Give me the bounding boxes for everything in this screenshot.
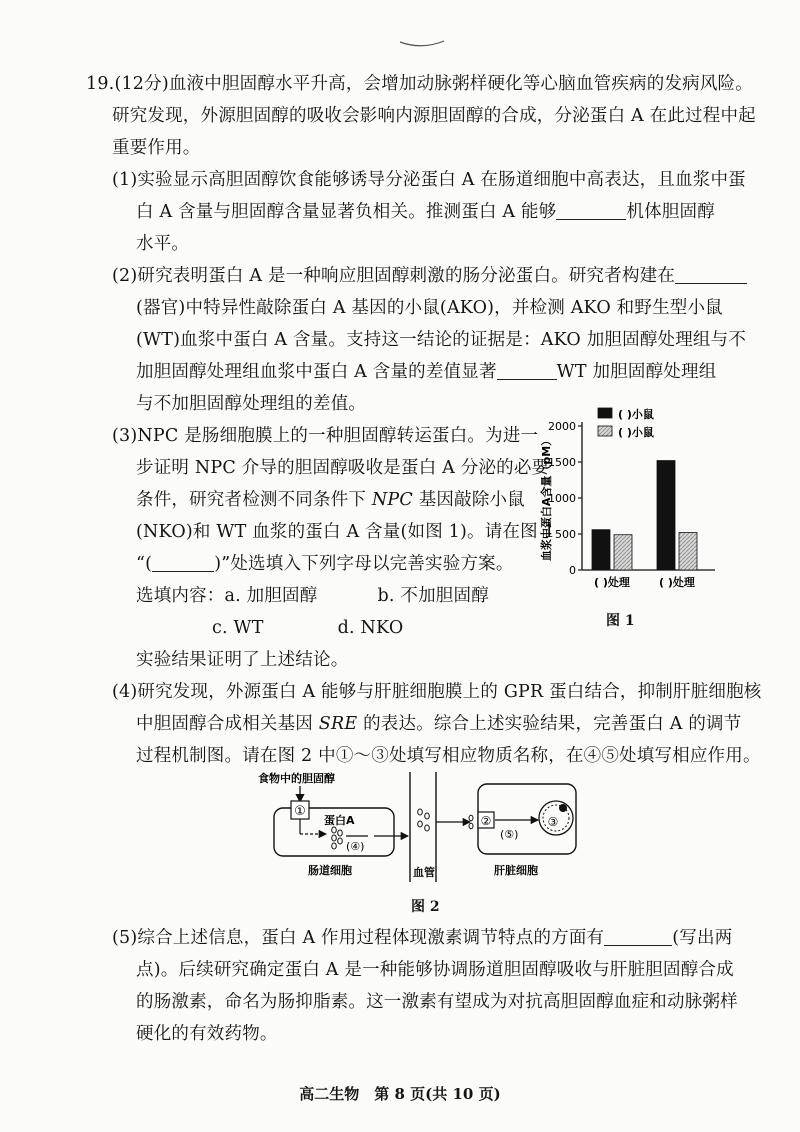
figure-2-caption: 图 2 — [411, 899, 440, 915]
part3-line-3a: 条件，研究者检测不同条件下 — [136, 490, 372, 510]
part2-line-4a: 加胆固醇处理组血浆中蛋白 A 含量的差值显著 — [136, 362, 497, 382]
nucleolus — [559, 804, 567, 812]
part2-compare-blank[interactable] — [497, 361, 557, 380]
protein-a-label: 蛋白A — [324, 814, 355, 827]
part4-line-2 — [136, 712, 741, 736]
part5-line-1a: (5)综合上述信息，蛋白 A 作用过程体现激素调节特点的方面有 — [112, 928, 605, 948]
part3-line-1: (3)NPC 是肠细胞膜上的一种胆固醇转运蛋白。为进一 — [112, 426, 539, 446]
page-footer: 高二生物 第 8 页(共 10 页) — [299, 1085, 501, 1103]
part3-options-line — [136, 584, 489, 608]
part1-line-2a: 白 A 含量与胆固醇含量显著负相关。推测蛋白 A 能够 — [136, 202, 557, 222]
part1-answer-blank[interactable] — [556, 201, 626, 220]
part3-options-line-2 — [212, 616, 403, 640]
part3-line-4: (NKO)和 WT 血浆的蛋白 A 含量(如图 1)。请在图 1 — [136, 522, 555, 542]
part1-line-1: (1)实验显示高胆固醇饮食能够诱导分泌蛋白 A 在肠道细胞中高表达，且血浆中蛋 — [112, 170, 746, 190]
part5-line-1b: (写出两 — [672, 928, 733, 948]
option-d: d. NKO — [337, 618, 404, 638]
option-a: 选填内容：a. 加胆固醇 — [136, 586, 318, 606]
part5-answer-blank[interactable] — [604, 927, 672, 946]
figure-1-chart — [530, 400, 730, 595]
y-tick-label: 1500 — [548, 456, 576, 469]
part2-line-5: 与不加胆固醇处理组的差值。 — [136, 394, 367, 414]
part3-line-3b: 基因敲除小鼠 — [412, 490, 525, 510]
part2-organ-blank[interactable] — [675, 265, 747, 284]
part2-line-4 — [136, 360, 716, 384]
vessel-label: 血管 — [413, 866, 435, 879]
box-1-label: ① — [294, 804, 306, 819]
y-axis-label: 血浆中蛋白A含量（pM） — [540, 434, 553, 562]
legend-swatch — [598, 408, 612, 418]
bar — [592, 530, 610, 570]
intestinal-cell-label: 肠道细胞 — [308, 864, 352, 877]
question-intro-line-2: 研究发现，外源胆固醇的吸收会影响内源胆固醇的合成，分泌蛋白 A 在此过程中起 — [112, 106, 756, 126]
question-intro-line-3: 重要作用。 — [112, 138, 201, 158]
part3-line-2: 步证明 NPC 介导的胆固醇吸收是蛋白 A 分泌的必要 — [136, 458, 550, 478]
part3-line-5 — [136, 552, 514, 576]
label-4: (④) — [346, 840, 365, 853]
circle-3-label: ③ — [547, 815, 559, 829]
label-5: (⑤) — [500, 828, 519, 841]
figure-2-diagram — [250, 770, 580, 885]
legend-label: ( )小鼠 — [618, 426, 654, 439]
figure-1-caption: 图 1 — [606, 613, 635, 629]
part5-line-4: 硬化的有效药物。 — [136, 1024, 278, 1044]
question-heading — [86, 72, 753, 96]
part3-fill-blank[interactable] — [152, 553, 214, 572]
part1-line-2b: 机体胆固醇 — [626, 202, 715, 222]
part2-line-1-text: (2)研究表明蛋白 A 是一种响应胆固醇刺激的肠分泌蛋白。研究者构建在 — [112, 266, 676, 286]
y-tick-label: 500 — [555, 528, 576, 541]
liver-cell-label: 肝脏细胞 — [494, 864, 538, 877]
part4-line-1: (4)研究发现，外源蛋白 A 能够与肝脏细胞膜上的 GPR 蛋白结合，抑制肝脏细胞核 — [112, 682, 762, 702]
part2-line-3: (WT)血浆中蛋白 A 含量。支持这一结论的证据是：AKO 加胆固醇处理组与不 — [136, 330, 747, 350]
part5-line-2: 点)。后续研究确定蛋白 A 是一种能够协调肠道胆固醇吸收与肝脏胆固醇合成 — [136, 960, 734, 980]
y-tick-label: 1000 — [548, 492, 576, 505]
x-category-label: ( )处理 — [659, 576, 695, 589]
part4-line-3: 过程机制图。请在图 2 中①～③处填写相应物质名称，在④⑤处填写相应作用。 — [136, 746, 761, 766]
part1-line-3: 水平。 — [136, 234, 190, 254]
bar — [679, 533, 697, 570]
page-top-mark — [398, 38, 446, 48]
part3-line-5a: “( — [136, 554, 153, 574]
part5-line-3: 的肠激素，命名为肠抑脂素。这一激素有望成为对抗高胆固醇血症和动脉粥样 — [136, 992, 738, 1012]
y-tick-label: 0 — [569, 564, 576, 577]
bar — [657, 461, 675, 570]
food-cholesterol-label: 食物中的胆固醇 — [258, 772, 335, 785]
question-number: 19. — [86, 74, 115, 94]
gene-npc: NPC — [371, 490, 413, 510]
part3-line-3 — [136, 488, 525, 512]
option-c: c. WT — [212, 618, 264, 638]
option-b: b. 不加胆固醇 — [377, 586, 489, 606]
legend-swatch — [598, 426, 612, 436]
part1-line-2 — [136, 200, 715, 224]
part5-line-1 — [112, 926, 732, 950]
part4-line-2a: 中胆固醇合成相关基因 — [136, 714, 319, 734]
part4-line-2b: 的表达。综合上述实验结果，完善蛋白 A 的调节 — [357, 714, 742, 734]
bar — [614, 535, 632, 570]
part2-line-4b: WT 加胆固醇处理组 — [556, 362, 717, 382]
vessel-protein-particles — [418, 809, 430, 831]
part3-conclusion: 实验结果证明了上述结论。 — [136, 650, 349, 670]
part3-line-5b: )”处选填入下列字母以完善实验方案。 — [214, 554, 514, 574]
part2-line-1 — [112, 264, 747, 288]
part2-line-2: (器官)中特异性敲除蛋白 A 基因的小鼠(AKO)，并检测 AKO 和野生型小鼠 — [136, 298, 723, 318]
x-category-label: ( )处理 — [594, 576, 630, 589]
y-tick-label: 2000 — [548, 420, 576, 433]
gene-sre: SRE — [318, 714, 358, 734]
legend-label: ( )小鼠 — [618, 408, 654, 421]
box-2-label: ② — [480, 814, 492, 828]
question-intro-line-1: (12分)血液中胆固醇水平升高，会增加动脉粥样硬化等心脑血管疾病的发病风险。 — [114, 74, 753, 94]
protein-a-particles — [332, 827, 343, 849]
